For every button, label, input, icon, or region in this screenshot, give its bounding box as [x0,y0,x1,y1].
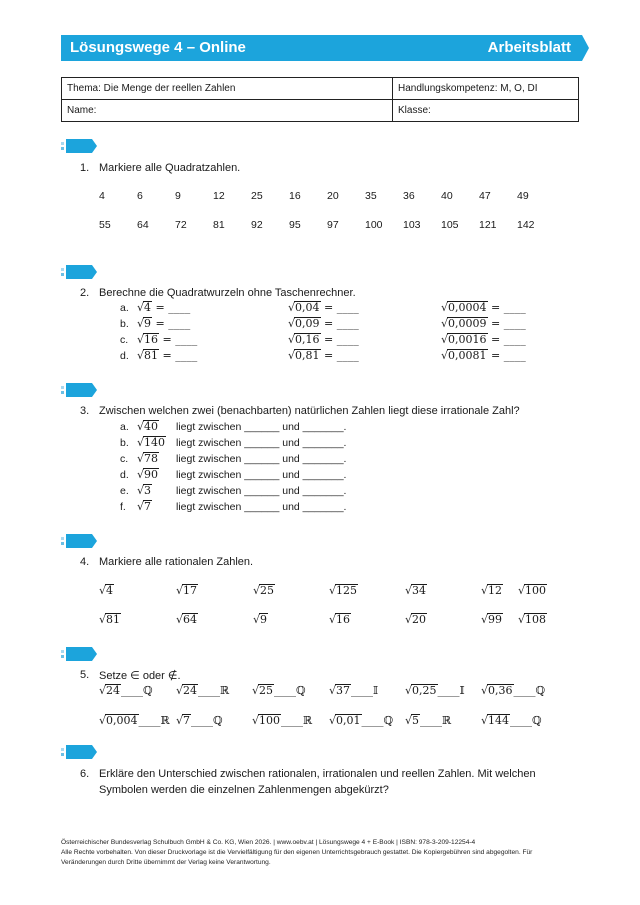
membership-exercise [329,714,393,727]
answer-blank[interactable]: ____ [510,714,533,727]
answer-blank[interactable]: = ____ [487,317,526,330]
number-option[interactable]: 25 [251,190,263,202]
square-root [137,436,166,449]
sqrt-sign-icon: √ [329,714,337,727]
radicand: 0,0009 [448,317,487,330]
meta-table [61,77,579,122]
sqrt-sign-icon: √ [99,684,107,697]
radicand: 0,04 [295,301,320,314]
sqrt-option[interactable] [176,613,198,626]
sqrt-option[interactable] [253,613,268,626]
radicand: 7 [183,714,191,727]
number-option[interactable]: 16 [289,190,301,202]
question-1-text: Markiere alle Quadratzahlen. [99,162,241,174]
footer [61,838,591,868]
answer-blank[interactable]: ____ [138,714,161,727]
name-field[interactable]: Name: [62,100,393,122]
square-root [99,714,139,727]
square-root [137,500,152,513]
sqrt-sign-icon: √ [288,333,296,346]
answer-blank[interactable]: ____ [191,714,214,727]
square-root [99,613,121,626]
radicand: 100 [525,584,547,597]
number-option[interactable]: 81 [213,219,225,231]
sqrt-sign-icon: √ [253,584,261,597]
radicand: 0,36 [488,684,513,697]
number-option[interactable]: 100 [365,219,383,231]
sqrt-sign-icon: √ [441,333,449,346]
sqrt-option[interactable] [518,584,547,597]
answer-blank[interactable]: ____ [420,714,443,727]
sqrt-sign-icon: √ [137,436,145,449]
radicand: 100 [259,714,281,727]
square-root [99,584,114,597]
section-marker-icon [61,647,97,661]
answer-blank[interactable]: ____ [361,714,384,727]
answer-blank[interactable]: ____ [437,684,460,697]
answer-blank[interactable]: = ____ [159,349,198,362]
membership-exercise [481,714,542,727]
answer-blank[interactable]: ____ [281,714,304,727]
number-set-symbol: ℚ [296,684,306,697]
number-option[interactable]: 6 [137,190,143,202]
item-letter: e. [120,485,129,497]
sqrt-sign-icon: √ [137,420,145,433]
number-option[interactable]: 36 [403,190,415,202]
radicand: 0,0081 [448,349,487,362]
sqrt-option[interactable] [253,584,275,597]
sqrt-sign-icon: √ [176,613,184,626]
answer-blank[interactable]: = ____ [487,349,526,362]
sqrt-exercise [441,317,526,330]
radicand: 108 [525,613,547,626]
square-root [288,349,321,362]
answer-blank[interactable]: = ____ [320,317,359,330]
square-root [481,714,510,727]
square-root [137,333,159,346]
square-root [176,613,198,626]
item-letter: f. [120,501,126,513]
sqrt-sign-icon: √ [176,584,184,597]
square-root [481,584,503,597]
radicand: 7 [144,500,152,513]
square-root [288,333,321,346]
item-letter: a. [120,421,129,433]
radicand: 4 [106,584,114,597]
radicand: 25 [260,584,275,597]
answer-blank[interactable]: ____ [513,684,536,697]
radicand: 99 [488,613,503,626]
answer-blank[interactable]: = ____ [152,301,191,314]
sqrt-sign-icon: √ [518,584,526,597]
sqrt-sign-icon: √ [137,500,145,513]
number-set-symbol: ℚ [532,714,542,727]
square-root [481,684,514,697]
radicand: 0,0016 [448,333,487,346]
square-root [176,684,198,697]
radicand: 0,004 [106,714,138,727]
membership-exercise [405,684,465,697]
sqrt-sign-icon: √ [405,613,413,626]
question-number: 6. [80,768,90,780]
answer-blank[interactable]: = ____ [152,317,191,330]
radicand: 81 [144,349,159,362]
radicand: 125 [336,584,358,597]
competence-cell: Handlungskompetenz: M, O, DI [393,78,579,100]
sqrt-sign-icon: √ [252,714,260,727]
question-number: 5. [80,669,90,681]
item-letter: c. [120,334,129,346]
answer-blank[interactable]: ____ [274,684,297,697]
square-root [137,484,152,497]
sqrt-sign-icon: √ [441,349,449,362]
number-option[interactable]: 55 [99,219,111,231]
sqrt-option[interactable] [99,584,114,597]
sqrt-sign-icon: √ [441,317,449,330]
sqrt-option[interactable] [329,584,358,597]
sqrt-option[interactable] [405,613,427,626]
number-set-symbol: ℝ [220,684,230,697]
sqrt-exercise [288,317,359,330]
square-root [481,613,503,626]
sqrt-sign-icon: √ [329,613,337,626]
square-root [441,333,488,346]
radicand: 24 [106,684,121,697]
square-root [518,584,547,597]
sqrt-sign-icon: √ [99,584,107,597]
number-option[interactable]: 121 [479,219,497,231]
section-marker-icon [61,383,97,397]
square-root [137,317,152,330]
sqrt-sign-icon: √ [99,714,107,727]
sqrt-sign-icon: √ [481,613,489,626]
answer-blank[interactable]: = ____ [487,333,526,346]
square-root [137,420,159,433]
square-root [137,349,159,362]
square-root [137,301,152,314]
question-5-text: Setze ∈ oder ∉. [99,670,181,682]
radicand: 0,09 [295,317,320,330]
sqrt-exercise [288,333,359,346]
radicand: 12 [488,584,503,597]
interval-sentence[interactable]: liegt zwischen ______ und _______. [176,485,347,497]
sqrt-sign-icon: √ [137,317,145,330]
sqrt-value [137,500,152,513]
square-root [329,584,358,597]
sqrt-sign-icon: √ [481,714,489,727]
radicand: 37 [336,684,351,697]
square-root [252,714,281,727]
radicand: 78 [144,452,159,465]
item-letter: d. [120,469,129,481]
radicand: 140 [144,436,166,449]
answer-blank[interactable]: ____ [198,684,221,697]
answer-blank[interactable]: = ____ [487,301,526,314]
sqrt-sign-icon: √ [481,584,489,597]
sqrt-exercise [137,349,197,362]
number-option[interactable]: 4 [99,190,105,202]
answer-blank[interactable]: = ____ [320,301,359,314]
question-6-line-1: Erkläre den Unterschied zwischen rationalen, irrationalen und reellen Zahlen. Mit welchen [99,768,536,780]
square-root [176,714,191,727]
sqrt-exercise [288,349,359,362]
number-set-symbol: 𝕀 [373,684,379,697]
item-letter: d. [120,350,129,362]
number-option[interactable]: 142 [517,219,535,231]
square-root [441,349,488,362]
radicand: 25 [259,684,274,697]
question-number: 1. [80,162,90,174]
interval-sentence[interactable]: liegt zwischen ______ und _______. [176,469,347,481]
answer-blank[interactable]: = ____ [159,333,198,346]
item-letter: a. [120,302,129,314]
number-option[interactable]: 47 [479,190,491,202]
sqrt-sign-icon: √ [137,301,145,314]
square-root [405,613,427,626]
question-6-line-2: Symbolen werden die einzelnen Zahlenmengen abgekürzt? [99,784,389,796]
question-number: 2. [80,287,90,299]
radicand: 0,01 [336,714,361,727]
number-option[interactable]: 92 [251,219,263,231]
question-2-text: Berechne die Quadratwurzeln ohne Taschenrechner. [99,287,356,299]
sqrt-value [137,452,159,465]
square-root [253,613,268,626]
membership-exercise [405,714,451,727]
square-root [253,584,275,597]
sqrt-sign-icon: √ [441,301,449,314]
item-letter: b. [120,437,129,449]
header-worksheet-label: Arbeitsblatt [487,39,571,56]
square-root [329,684,351,697]
question-number: 4. [80,556,90,568]
membership-exercise [252,684,306,697]
radicand: 90 [144,468,159,481]
sqrt-value [137,484,152,497]
radicand: 16 [144,333,159,346]
sqrt-exercise [288,301,359,314]
interval-sentence[interactable]: liegt zwischen ______ und _______. [176,501,347,513]
radicand: 9 [260,613,268,626]
sqrt-sign-icon: √ [253,613,261,626]
sqrt-sign-icon: √ [329,684,337,697]
answer-blank[interactable]: ____ [351,684,374,697]
number-set-symbol: ℝ [303,714,313,727]
number-set-symbol: ℚ [213,714,223,727]
membership-exercise [176,714,223,727]
sqrt-sign-icon: √ [405,714,413,727]
radicand: 16 [336,613,351,626]
sqrt-sign-icon: √ [137,484,145,497]
sqrt-option[interactable] [405,584,427,597]
sqrt-sign-icon: √ [137,468,145,481]
square-root [329,714,362,727]
membership-exercise [481,684,545,697]
sqrt-sign-icon: √ [137,349,145,362]
radicand: 0,81 [295,349,320,362]
radicand: 3 [144,484,152,497]
radicand: 4 [144,301,152,314]
radicand: 40 [144,420,159,433]
number-option[interactable]: 12 [213,190,225,202]
sqrt-exercise [137,301,190,314]
section-marker-icon [61,534,97,548]
answer-blank[interactable]: = ____ [320,333,359,346]
membership-exercise [252,714,312,727]
section-marker-icon [61,139,97,153]
sqrt-sign-icon: √ [288,349,296,362]
number-option[interactable]: 9 [175,190,181,202]
radicand: 20 [412,613,427,626]
question-3-text: Zwischen welchen zwei (benachbarten) natürlichen Zahlen liegt diese irrationale Zahl? [99,405,520,417]
square-root [441,301,488,314]
sqrt-sign-icon: √ [176,684,184,697]
sqrt-option[interactable] [329,613,351,626]
membership-exercise [176,684,229,697]
header-banner [61,35,589,61]
sqrt-sign-icon: √ [329,584,337,597]
sqrt-sign-icon: √ [481,684,489,697]
interval-sentence[interactable]: liegt zwischen ______ und _______. [176,453,347,465]
radicand: 144 [488,714,510,727]
item-letter: c. [120,453,129,465]
square-root [288,317,321,330]
interval-sentence[interactable]: liegt zwischen ______ und _______. [176,421,347,433]
question-4-text: Markiere alle rationalen Zahlen. [99,556,254,568]
radicand: 0,0004 [448,301,487,314]
membership-exercise [99,714,170,727]
number-option[interactable]: 40 [441,190,453,202]
section-marker-icon [61,745,97,759]
question-number: 3. [80,405,90,417]
sqrt-exercise [441,301,526,314]
sqrt-exercise [441,349,526,362]
square-root [405,714,420,727]
number-option[interactable]: 20 [327,190,339,202]
class-field[interactable]: Klasse: [393,100,579,122]
number-option[interactable]: 103 [403,219,421,231]
membership-exercise [329,684,378,697]
number-option[interactable]: 64 [137,219,149,231]
square-root [441,317,488,330]
number-option[interactable]: 105 [441,219,459,231]
sqrt-sign-icon: √ [137,333,145,346]
radicand: 81 [106,613,121,626]
sqrt-sign-icon: √ [176,714,184,727]
number-option[interactable]: 97 [327,219,339,231]
number-option[interactable]: 95 [289,219,301,231]
radicand: 0,25 [412,684,437,697]
number-option[interactable]: 49 [517,190,529,202]
topic-cell: Thema: Die Menge der reellen Zahlen [62,78,393,100]
sqrt-sign-icon: √ [99,613,107,626]
section-marker-icon [61,265,97,279]
square-root [405,584,427,597]
sqrt-option[interactable] [481,584,503,597]
radicand: 9 [144,317,152,330]
sqrt-value [137,420,159,433]
sqrt-option[interactable] [99,613,121,626]
sqrt-sign-icon: √ [137,452,145,465]
number-option[interactable]: 72 [175,219,187,231]
item-letter: b. [120,318,129,330]
square-root [288,301,321,314]
sqrt-option[interactable] [481,613,503,626]
answer-blank[interactable]: ____ [121,684,144,697]
membership-exercise [99,684,153,697]
square-root [405,684,438,697]
number-set-symbol: ℝ [442,714,452,727]
number-option[interactable]: 35 [365,190,377,202]
sqrt-sign-icon: √ [288,301,296,314]
sqrt-value [137,468,159,481]
radicand: 5 [412,714,420,727]
square-root [137,468,159,481]
sqrt-option[interactable] [176,584,198,597]
sqrt-sign-icon: √ [405,684,413,697]
square-root [518,613,547,626]
sqrt-option[interactable] [518,613,547,626]
number-set-symbol: ℚ [535,684,546,697]
footer-rights-line: Alle Rechte vorbehalten. Von dieser Druckvorlage ist die Vervielfältigung für den eigenen Unterrichtsgebrauch gestattet. Die Kopiergebühren sind abgegolten. Für [61,849,533,856]
radicand: 17 [183,584,198,597]
sqrt-sign-icon: √ [518,613,526,626]
sqrt-sign-icon: √ [288,317,296,330]
radicand: 34 [412,584,427,597]
sqrt-value [137,436,166,449]
header-title: Lösungswege 4 – Online [70,39,246,56]
interval-sentence[interactable]: liegt zwischen ______ und _______. [176,437,347,449]
square-root [176,584,198,597]
sqrt-exercise [137,333,197,346]
radicand: 24 [183,684,198,697]
answer-blank[interactable]: = ____ [320,349,359,362]
square-root [99,684,121,697]
sqrt-sign-icon: √ [405,584,413,597]
radicand: 64 [183,613,198,626]
footer-responsibility-line: Veränderungen durch Dritte übernimmt der Verlag keine Verantwortung. [61,859,271,866]
number-set-symbol: ℝ [160,714,170,727]
square-root [329,613,351,626]
number-set-symbol: 𝕀 [459,684,465,697]
sqrt-exercise [441,333,526,346]
square-root [137,452,159,465]
square-root [252,684,274,697]
sqrt-exercise [137,317,190,330]
number-set-symbol: ℚ [383,714,394,727]
sqrt-sign-icon: √ [252,684,260,697]
footer-publisher-line: Österreichischer Bundesverlag Schulbuch GmbH & Co. KG, Wien 2026. | www.oebv.at | Lösungswege 4 + E-Book | ISBN: 978-3-209-12254-4 [61,839,476,846]
number-set-symbol: ℚ [143,684,153,697]
radicand: 0,16 [295,333,320,346]
